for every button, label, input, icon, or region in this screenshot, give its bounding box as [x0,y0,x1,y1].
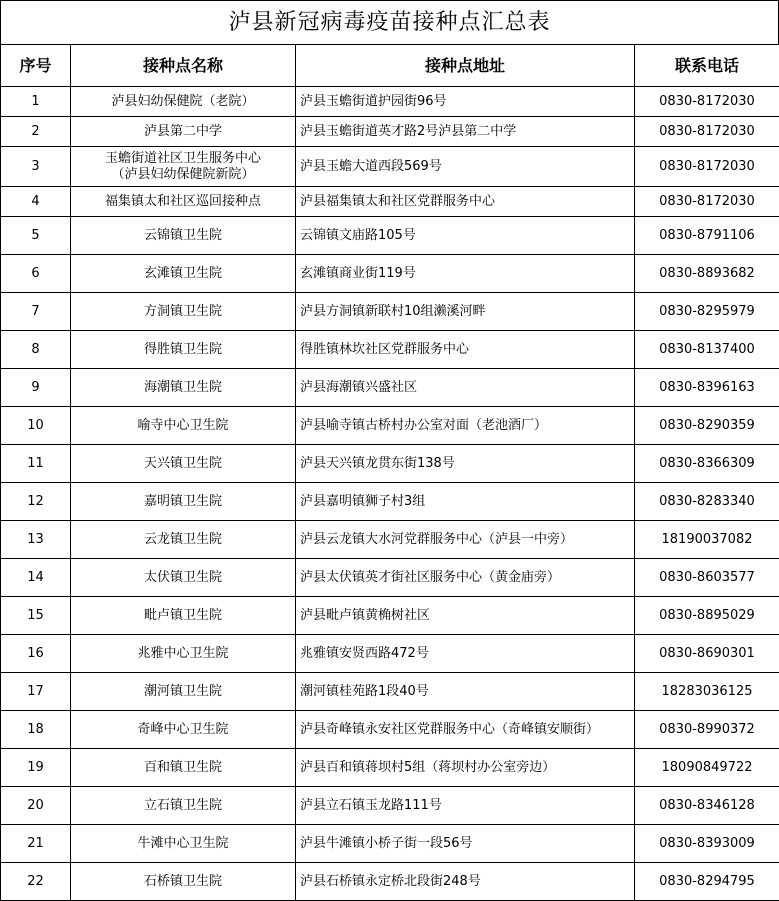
page-title: 泸县新冠病毒疫苗接种点汇总表 [0,0,779,44]
row-site-address: 泸县方洞镇新联村10组濑溪河畔 [296,293,635,331]
table-row [1,787,779,825]
row-site-address: 潮河镇桂苑路1段40号 [296,673,635,711]
row-site-address: 泸县天兴镇龙贯东街138号 [296,445,635,483]
row-seq: 13 [1,521,71,559]
row-site-name: 玄滩镇卫生院 [71,255,296,293]
row-phone: 0830-8294795 [635,863,779,901]
row-site-address: 泸县百和镇蒋坝村5组（蒋坝村办公室旁边） [296,749,635,787]
row-seq: 8 [1,331,71,369]
row-seq: 10 [1,407,71,445]
row-seq: 12 [1,483,71,521]
table-row [1,559,779,597]
row-phone: 0830-8396163 [635,369,779,407]
table-row [1,635,779,673]
row-seq: 15 [1,597,71,635]
table-row [1,711,779,749]
row-phone: 0830-8346128 [635,787,779,825]
table-row [1,749,779,787]
row-site-name: 天兴镇卫生院 [71,445,296,483]
table-row [1,293,779,331]
row-site-address: 泸县喻寺镇古桥村办公室对面（老池酒厂） [296,407,635,445]
row-phone: 0830-8295979 [635,293,779,331]
row-site-name: 毗卢镇卫生院 [71,597,296,635]
row-seq: 6 [1,255,71,293]
table-header-row [1,45,779,87]
row-site-address: 泸县毗卢镇黄桷树社区 [296,597,635,635]
row-phone: 0830-8172030 [635,147,779,187]
row-phone: 18090849722 [635,749,779,787]
table-row [1,521,779,559]
row-site-name-line1: 玉蟾街道社区卫生服务中心 [104,150,261,166]
row-seq: 7 [1,293,71,331]
row-seq: 5 [1,217,71,255]
row-site-address: 泸县嘉明镇狮子村3组 [296,483,635,521]
table-row [1,147,779,187]
row-phone: 18190037082 [635,521,779,559]
row-seq: 3 [1,147,71,187]
row-phone: 0830-8990372 [635,711,779,749]
row-site-address: 泸县玉蟾大道西段569号 [296,147,635,187]
row-phone: 0830-8172030 [635,117,779,147]
row-site-address: 玄滩镇商业街119号 [296,255,635,293]
row-seq: 20 [1,787,71,825]
row-site-address: 泸县海潮镇兴盛社区 [296,369,635,407]
table-row [1,331,779,369]
row-seq: 1 [1,87,71,117]
row-phone: 0830-8290359 [635,407,779,445]
row-site-address: 兆雅镇安贤西路472号 [296,635,635,673]
row-site-name: 喻寺中心卫生院 [71,407,296,445]
row-site-address: 泸县石桥镇永定桥北段街248号 [296,863,635,901]
row-site-name: 云龙镇卫生院 [71,521,296,559]
row-site-name: 泸县第二中学 [71,117,296,147]
row-seq: 11 [1,445,71,483]
row-site-address: 泸县太伏镇英才街社区服务中心（黄金庙旁） [296,559,635,597]
row-site-address: 泸县玉蟾街道护园街96号 [296,87,635,117]
vaccination-sites-table [0,44,779,901]
row-site-name: 奇峰中心卫生院 [71,711,296,749]
table-row [1,255,779,293]
row-site-name: 立石镇卫生院 [71,787,296,825]
row-seq: 4 [1,187,71,217]
row-site-name [71,147,296,187]
row-site-name-line2: （泸县妇幼保健院新院） [111,166,255,182]
row-seq: 9 [1,369,71,407]
row-site-address: 泸县牛滩镇小桥子街一段56号 [296,825,635,863]
table-row [1,673,779,711]
header-seq: 序号 [1,45,71,87]
row-site-name: 兆雅中心卫生院 [71,635,296,673]
row-site-name: 福集镇太和社区巡回接种点 [71,187,296,217]
row-phone: 0830-8172030 [635,87,779,117]
table-row [1,217,779,255]
row-seq: 14 [1,559,71,597]
row-phone: 18283036125 [635,673,779,711]
row-site-name: 泸县妇幼保健院（老院） [71,87,296,117]
table-row [1,863,779,901]
row-site-name: 方洞镇卫生院 [71,293,296,331]
row-phone: 0830-8690301 [635,635,779,673]
table-row [1,407,779,445]
row-site-name: 太伏镇卫生院 [71,559,296,597]
row-site-address: 得胜镇林坎社区党群服务中心 [296,331,635,369]
row-site-name: 牛滩中心卫生院 [71,825,296,863]
header-site-name: 接种点名称 [71,45,296,87]
row-phone: 0830-8393009 [635,825,779,863]
row-site-address: 泸县云龙镇大水河党群服务中心（泸县一中旁） [296,521,635,559]
table-row [1,597,779,635]
row-phone: 0830-8791106 [635,217,779,255]
table-row [1,369,779,407]
table-row [1,87,779,117]
header-phone: 联系电话 [635,45,779,87]
row-phone: 0830-8366309 [635,445,779,483]
row-phone: 0830-8603577 [635,559,779,597]
row-phone: 0830-8137400 [635,331,779,369]
row-seq: 18 [1,711,71,749]
row-seq: 2 [1,117,71,147]
row-site-name: 云锦镇卫生院 [71,217,296,255]
row-site-address: 云锦镇文庙路105号 [296,217,635,255]
row-site-address: 泸县立石镇玉龙路111号 [296,787,635,825]
row-site-name: 得胜镇卫生院 [71,331,296,369]
row-seq: 21 [1,825,71,863]
row-site-name: 潮河镇卫生院 [71,673,296,711]
header-site-address: 接种点地址 [296,45,635,87]
row-seq: 16 [1,635,71,673]
row-phone: 0830-8895029 [635,597,779,635]
table-row [1,825,779,863]
row-site-name: 海潮镇卫生院 [71,369,296,407]
row-site-address: 泸县福集镇太和社区党群服务中心 [296,187,635,217]
row-site-name: 嘉明镇卫生院 [71,483,296,521]
table-row [1,187,779,217]
row-site-name: 石桥镇卫生院 [71,863,296,901]
table-row [1,117,779,147]
row-phone: 0830-8172030 [635,187,779,217]
row-site-address: 泸县玉蟾街道英才路2号泸县第二中学 [296,117,635,147]
row-seq: 17 [1,673,71,711]
row-phone: 0830-8893682 [635,255,779,293]
row-site-name: 百和镇卫生院 [71,749,296,787]
table-row [1,445,779,483]
row-phone: 0830-8283340 [635,483,779,521]
row-site-address: 泸县奇峰镇永安社区党群服务中心（奇峰镇安顺街） [296,711,635,749]
row-seq: 19 [1,749,71,787]
table-row [1,483,779,521]
row-seq: 22 [1,863,71,901]
